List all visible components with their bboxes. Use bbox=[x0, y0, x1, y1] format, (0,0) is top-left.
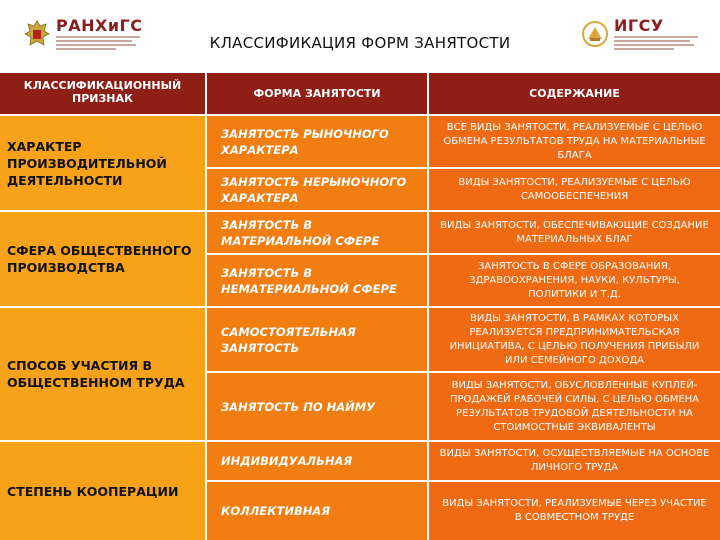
content-cell: ВИДЫ ЗАНЯТОСТИ, РЕАЛИЗУЕМЫЕ ЧЕРЕЗ УЧАСТИЕ В СОВМЕСТНОМ ТРУДЕ bbox=[429, 482, 720, 540]
column-header-content: СОДЕРЖАНИЕ bbox=[429, 73, 720, 114]
criterion-cell: ХАРАКТЕР ПРОИЗВОДИТЕЛЬНОЙ ДЕЯТЕЛЬНОСТИ bbox=[0, 116, 205, 210]
form-cell: ИНДИВИДУАЛЬНАЯ bbox=[207, 442, 427, 480]
column-header-criterion: КЛАССИФИКАЦИОННЫЙ ПРИЗНАК bbox=[0, 73, 205, 114]
page-title: КЛАССИФИКАЦИЯ ФОРМ ЗАНЯТОСТИ bbox=[209, 34, 511, 52]
criterion-cell: СПОСОБ УЧАСТИЯ В ОБЩЕСТВЕННОМ ТРУДА bbox=[0, 308, 205, 440]
content-cell: ВИДЫ ЗАНЯТОСТИ, ОБЕСПЕЧИВАЮЩИЕ СОЗДАНИЕ МАТЕРИАЛЬНЫХ БЛАГ bbox=[429, 212, 720, 253]
criterion-cell: СТЕПЕНЬ КООПЕРАЦИИ bbox=[0, 442, 205, 540]
form-cell: ЗАНЯТОСТЬ В НЕМАТЕРИАЛЬНОЙ СФЕРЕ bbox=[207, 255, 427, 306]
criterion-cell: СФЕРА ОБЩЕСТВЕННОГО ПРОИЗВОДСТВА bbox=[0, 212, 205, 306]
form-cell: ЗАНЯТОСТЬ НЕРЫНОЧНОГО ХАРАКТЕРА bbox=[207, 169, 427, 210]
logo-left-name: РАНХиГС bbox=[56, 16, 143, 35]
content-cell: ВИДЫ ЗАНЯТОСТИ, ОБУСЛОВЛЕННЫЕ КУПЛЕЙ-ПРОДАЖЕЙ РАБОЧЕЙ СИЛЫ, С ЦЕЛЬЮ ОБМЕНА РЕЗУЛЬТАТОВ ТРУДОВОЙ ДЕЯТЕЛЬНОСТИ НА СТОИМОСТНЫЕ ЭКВИВАЛЕНТЫ bbox=[429, 373, 720, 440]
content-cell: ВИДЫ ЗАНЯТОСТИ, ОСУЩЕСТВЛЯЕМЫЕ НА ОСНОВЕ ЛИЧНОГО ТРУДА bbox=[429, 442, 720, 480]
form-cell: ЗАНЯТОСТЬ В МАТЕРИАЛЬНОЙ СФЕРЕ bbox=[207, 212, 427, 253]
content-cell: ВИДЫ ЗАНЯТОСТИ, РЕАЛИЗУЕМЫЕ С ЦЕЛЬЮ САМООБЕСПЕЧЕНИЯ bbox=[429, 169, 720, 210]
form-cell: ЗАНЯТОСТЬ ПО НАЙМУ bbox=[207, 373, 427, 440]
content-cell: ЗАНЯТОСТЬ В СФЕРЕ ОБРАЗОВАНИЯ, ЗДРАВООХРАНЕНИЯ, НАУКИ, КУЛЬТУРЫ, ПОЛИТИКИ И Т.Д. bbox=[429, 255, 720, 306]
content-cell: ВИДЫ ЗАНЯТОСТИ, В РАМКАХ КОТОРЫХ РЕАЛИЗУЕТСЯ ПРЕДПРИНИМАТЕЛЬСКАЯ ИНИЦИАТИВА, С ЦЕЛЬЮ ПОЛУЧЕНИЯ ПРИБЫЛИ ИЛИ СЕМЕЙНОГО ДОХОДА bbox=[429, 308, 720, 371]
classification-table bbox=[0, 73, 720, 540]
logo-right-name: ИГСУ bbox=[614, 16, 664, 35]
form-cell: КОЛЛЕКТИВНАЯ bbox=[207, 482, 427, 540]
column-header-form: ФОРМА ЗАНЯТОСТИ bbox=[207, 73, 427, 114]
form-cell: САМОСТОЯТЕЛЬНАЯ ЗАНЯТОСТЬ bbox=[207, 308, 427, 371]
content-cell: ВСЕ ВИДЫ ЗАНЯТОСТИ, РЕАЛИЗУЕМЫЕ С ЦЕЛЬЮ ОБМЕНА РЕЗУЛЬТАТОВ ТРУДА НА МАТЕРИАЛЬНЫЕ БЛАГА bbox=[429, 116, 720, 167]
form-cell: ЗАНЯТОСТЬ РЫНОЧНОГО ХАРАКТЕРА bbox=[207, 116, 427, 167]
